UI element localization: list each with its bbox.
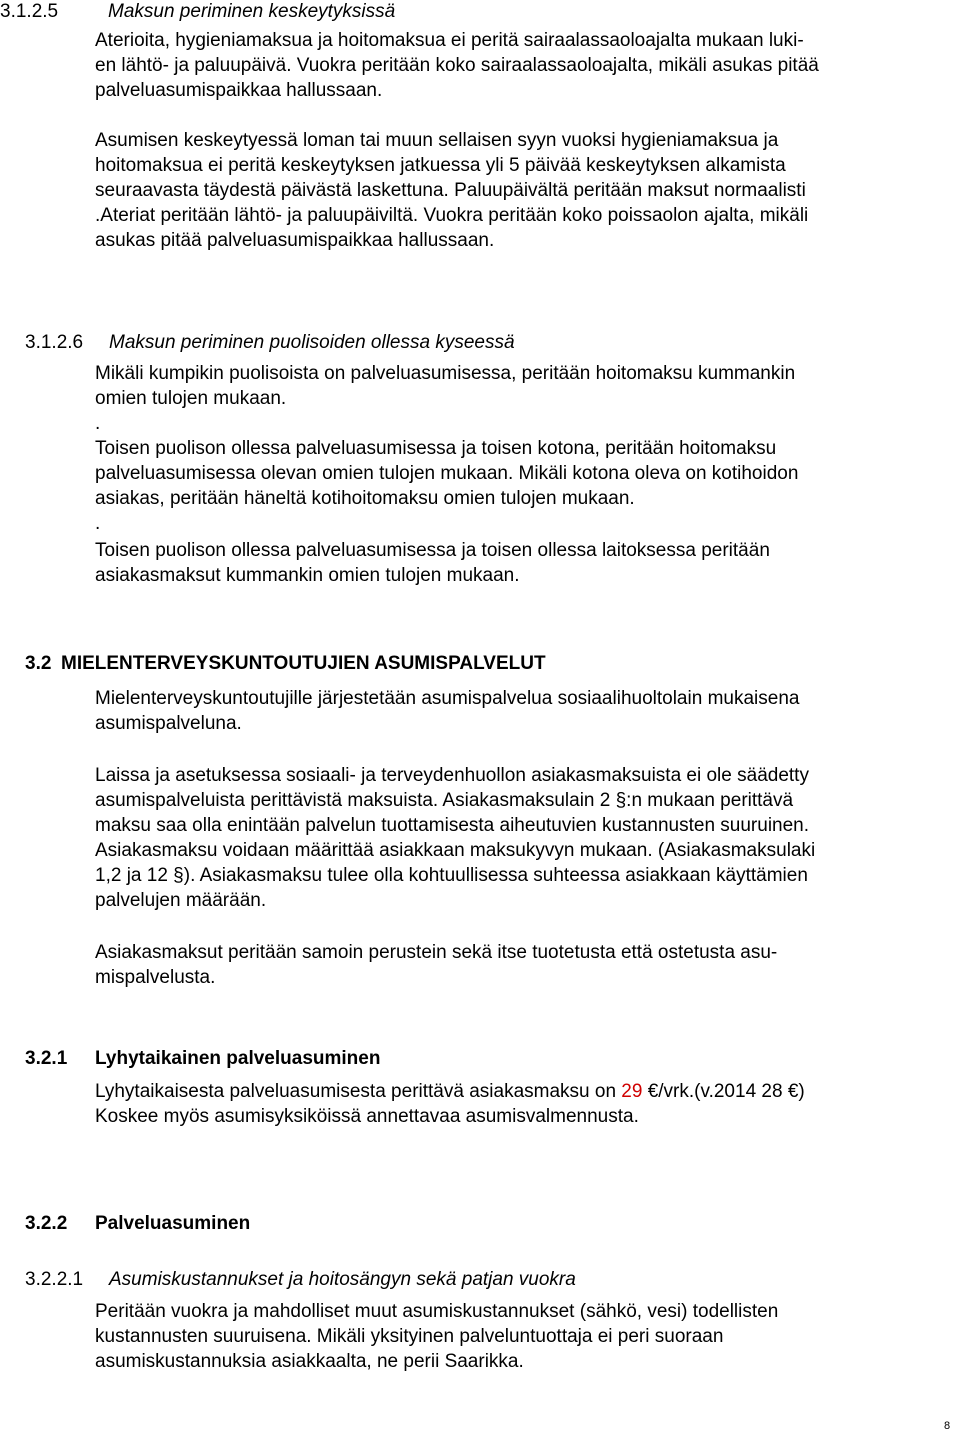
heading-3-2-1: [25, 1047, 380, 1071]
price-highlight: 29: [621, 1081, 643, 1102]
heading-number: 3.2.2.1: [25, 1269, 84, 1290]
paragraph: [95, 1299, 915, 1374]
heading-title: MIELENTERVEYSKUNTOUTUJIEN ASUMISPALVELUT: [61, 653, 546, 674]
text-line: Peritään vuokra ja mahdolliset muut asumiskustannukset (sähkö, vesi) todellisten: [95, 1301, 779, 1322]
text-line: asumispalveluista perittävistä maksuista. Asiakasmaksulain 2 §:n mukaan perittävä: [95, 790, 794, 811]
heading-title: Asumiskustannukset ja hoitosängyn sekä patjan vuokra: [109, 1269, 576, 1290]
heading-title: Palveluasuminen: [95, 1213, 251, 1234]
heading-number: 3.1.2.6: [25, 332, 84, 353]
text-line: en lähtö- ja paluupäivä. Vuokra peritään koko sairaalassaoloajalta, mikäli asukas pitää: [95, 55, 819, 76]
text-line: maksu saa olla enintään palvelun tuottamisesta aiheutuvien kustannusten suuruinen.: [95, 815, 810, 836]
text-line: asiakas, peritään häneltä kotihoitomaksu omien tulojen mukaan.: [95, 488, 635, 509]
text-line: .: [95, 413, 101, 434]
text-line: Mikäli kumpikin puolisoista on palveluasumisessa, peritään hoitomaksu kummankin: [95, 363, 796, 384]
text-line: omien tulojen mukaan.: [95, 388, 287, 409]
heading-3-2-2-1: [25, 1268, 576, 1292]
heading-title: Lyhytaikainen palveluasuminen: [95, 1048, 381, 1069]
text-line: palveluasumispaikkaa hallussaan.: [95, 80, 383, 101]
text-line: Asiakasmaksut peritään samoin perustein sekä itse tuotetusta että ostetusta asu-: [95, 942, 778, 963]
text-line: asumispalveluna.: [95, 713, 242, 734]
paragraph: [95, 538, 915, 588]
text-segment: €/vrk.(v.2014 28 €): [642, 1081, 805, 1102]
text-line: Mielenterveyskuntoutujille järjestetään asumispalvelua sosiaalihuoltolain mukaisena: [95, 688, 800, 709]
text-line: Asumisen keskeytyessä loman tai muun sellaisen syyn vuoksi hygieniamaksua ja: [95, 130, 779, 151]
text-line: [95, 1079, 915, 1104]
text-line: palvelujen määrään.: [95, 890, 267, 911]
text-line: seuraavasta täydestä päivästä laskettuna. Paluupäivältä peritään maksut normaalisti: [95, 180, 806, 201]
page-number: 8: [944, 1420, 951, 1432]
paragraph: [95, 361, 915, 436]
heading-3-1-2-5: [0, 0, 395, 24]
heading-number: 3.2.2: [25, 1213, 68, 1234]
paragraph: [95, 436, 915, 536]
heading-number: 3.2: [25, 653, 52, 674]
paragraph: [95, 128, 915, 253]
text-line: .Ateriat peritään lähtö- ja paluupäiviltä. Vuokra peritään koko poissaolon ajalta, mikäli: [95, 205, 809, 226]
text-line: Koskee myös asumisyksiköissä annettavaa asumisvalmennusta.: [95, 1106, 639, 1127]
paragraph: [95, 686, 915, 736]
heading-title: Maksun periminen puolisoiden ollessa kyseessä: [109, 332, 515, 353]
text-line: Laissa ja asetuksessa sosiaali- ja terveydenhuollon asiakasmaksuista ei ole säädetty: [95, 765, 809, 786]
paragraph: [95, 763, 915, 913]
text-line: asiakasmaksut kummankin omien tulojen mukaan.: [95, 565, 520, 586]
heading-3-2-2: [25, 1212, 250, 1236]
text-line: .: [95, 513, 101, 534]
text-line: asumiskustannuksia asiakkaalta, ne perii Saarikka.: [95, 1351, 524, 1372]
text-line: hoitomaksua ei peritä keskeytyksen jatkuessa yli 5 päivää keskeytyksen alkamista: [95, 155, 786, 176]
text-line: Toisen puolison ollessa palveluasumisessa ja toisen ollessa laitoksessa peritään: [95, 540, 770, 561]
paragraph: [95, 28, 915, 103]
heading-title: Maksun periminen keskeytyksissä: [108, 1, 396, 22]
text-line: palveluasumisessa olevan omien tulojen mukaan. Mikäli kotona oleva on kotihoidon: [95, 463, 799, 484]
text-segment: Lyhytaikaisesta palveluasumisesta perittävä asiakasmaksu on: [95, 1081, 622, 1102]
paragraph: [95, 1079, 915, 1129]
heading-3-1-2-6: [25, 331, 515, 355]
text-line: Asiakasmaksu voidaan määrittää asiakkaan maksukyvyn mukaan. (Asiakasmaksulaki: [95, 840, 816, 861]
text-line: mispalvelusta.: [95, 967, 216, 988]
heading-3-2: [25, 652, 546, 676]
paragraph: [95, 940, 915, 990]
text-line: 1,2 ja 12 §). Asiakasmaksu tulee olla kohtuullisessa suhteessa asiakkaan käyttämien: [95, 865, 808, 886]
text-line: Toisen puolison ollessa palveluasumisessa ja toisen kotona, peritään hoitomaksu: [95, 438, 777, 459]
heading-number: 3.2.1: [25, 1048, 68, 1069]
text-line: Aterioita, hygieniamaksua ja hoitomaksua ei peritä sairaalassaoloajalta mukaan luki-: [95, 30, 804, 51]
text-line: kustannusten suuruisena. Mikäli yksityinen palveluntuottaja ei peri suoraan: [95, 1326, 724, 1347]
heading-number: 3.1.2.5: [0, 1, 59, 22]
text-line: asukas pitää palveluasumispaikkaa hallussaan.: [95, 230, 495, 251]
